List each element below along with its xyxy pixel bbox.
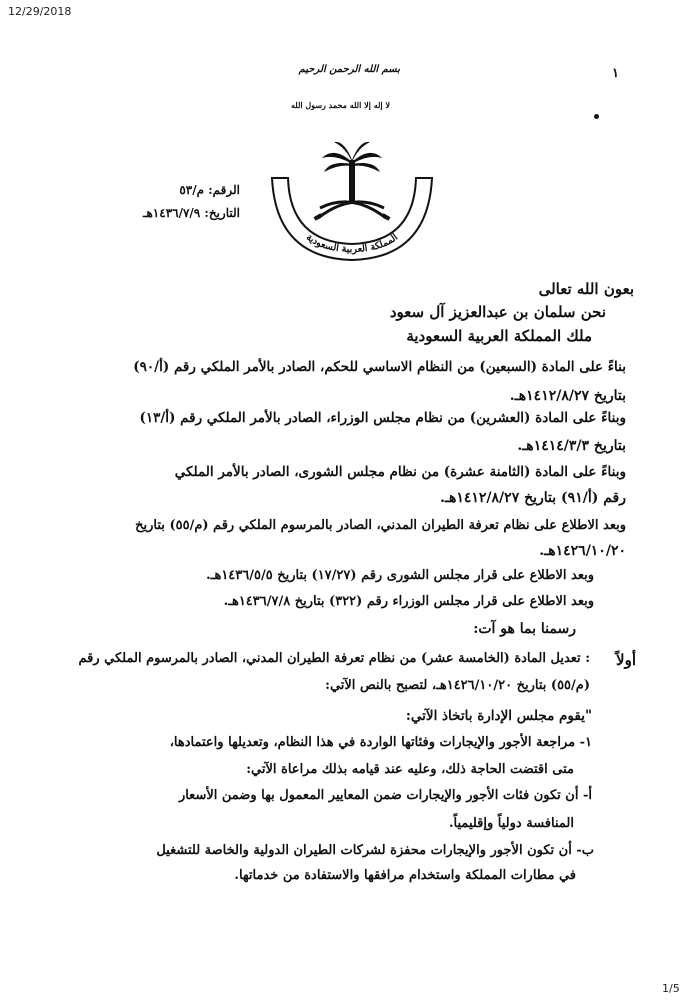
reference-number: الرقم: م/٥٣ (179, 183, 240, 197)
recital-5: وبعد الاطلاع على قرار مجلس الشورى رقم (١٧/٢٧) بتاريخ ١٤٣٦/٥/٥هـ. (206, 568, 594, 583)
quote-start: "يقوم مجلس الإدارة باتخاذ الآتي: (405, 708, 592, 724)
king-title: ملك المملكة العربية السعودية (406, 327, 592, 345)
palm-swords-emblem-icon (264, 138, 440, 262)
article-first-label: أولاً (616, 651, 636, 669)
recital-6: وبعد الاطلاع على قرار مجلس الوزراء رقم (٣٢٢) بتاريخ ١٤٣٦/٧/٨هـ. (223, 594, 594, 609)
dot-mark (594, 114, 599, 119)
decree-statement: رسمنا بما هو آت: (473, 621, 576, 637)
recital-1-line-1: بناءً على المادة (السبعين) من النظام الاساسي للحكم، الصادر بالأمر الملكي رقم (أ/٩٠) (133, 359, 626, 375)
reference-date: التاريخ: ١٤٣٦/٧/٩هـ (142, 206, 240, 220)
recital-4-line-2: ١٤٢٦/١٠/٢٠هـ. (539, 543, 626, 559)
king-name: نحن سلمان بن عبدالعزيز آل سعود (389, 303, 606, 321)
item-b-line-2: في مطارات المملكة واستخدام مرافقها والاستفادة من خدماتها. (234, 868, 576, 883)
kingdom-seal (264, 138, 440, 262)
opening-invocation: بعون الله تعالى (538, 280, 634, 298)
article-first-line-2: (م/٥٥) بتاريخ ١٤٢٦/١٠/٢٠هـ، لتصبح بالنص الآتي: (325, 678, 590, 693)
item-b-line-1: ب- أن تكون الأجور والإيجارات محفزة لشركات الطيران الدولية والخاصة للتشغيل (156, 843, 594, 858)
seal-inscription: المملكة العربية السعودية (303, 231, 401, 256)
recital-2-line-1: وبناءً على المادة (العشرين) من نظام مجلس الوزراء، الصادر بالأمر الملكي رقم (أ/١٣) (139, 410, 626, 426)
recital-1-line-2: بتاريخ ١٤١٢/٨/٢٧هـ. (509, 388, 626, 404)
page-number: 1/5 (662, 982, 680, 995)
item-1-line-2: متى اقتضت الحاجة ذلك، وعليه عند قيامه بذلك مراعاة الآتي: (246, 762, 574, 777)
item-1-line-1: ١- مراجعة الأجور والإيجارات وفئاتها الواردة في هذا النظام، وتعديلها واعتمادها، (169, 735, 592, 750)
recital-3-line-2: رقم (أ/٩١) بتاريخ ١٤١٢/٨/٢٧هـ. (439, 490, 626, 506)
article-first-line-1: : تعديل المادة (الخامسة عشر) من نظام تعرفة الطيران المدني، الصادر بالمرسوم الملكي رقم (78, 651, 590, 666)
item-a-line-1: أ- أن تكون فئات الأجور والإيجارات ضمن المعايير المعمول بها وضمن الأسعار (178, 788, 592, 803)
recital-3-line-1: وبناءً على المادة (الثامنة عشرة) من نظام مجلس الشورى، الصادر بالأمر الملكي (174, 464, 626, 480)
corner-mark: ١ (612, 66, 619, 81)
item-a-line-2: المنافسة دولياً وإقليمياً. (449, 816, 574, 831)
recital-4-line-1: وبعد الاطلاع على نظام تعرفة الطيران المدني، الصادر بالمرسوم الملكي رقم (م/٥٥) بتاريخ (135, 518, 626, 533)
bismillah: بسم الله الرحمن الرحيم (298, 64, 400, 75)
print-date: 12/29/2018 (8, 5, 72, 18)
shahada-calligraphy: لا إله إلا الله محمد رسول الله (291, 100, 390, 110)
recital-2-line-2: بتاريخ ١٤١٤/٣/٣هـ. (517, 438, 626, 454)
